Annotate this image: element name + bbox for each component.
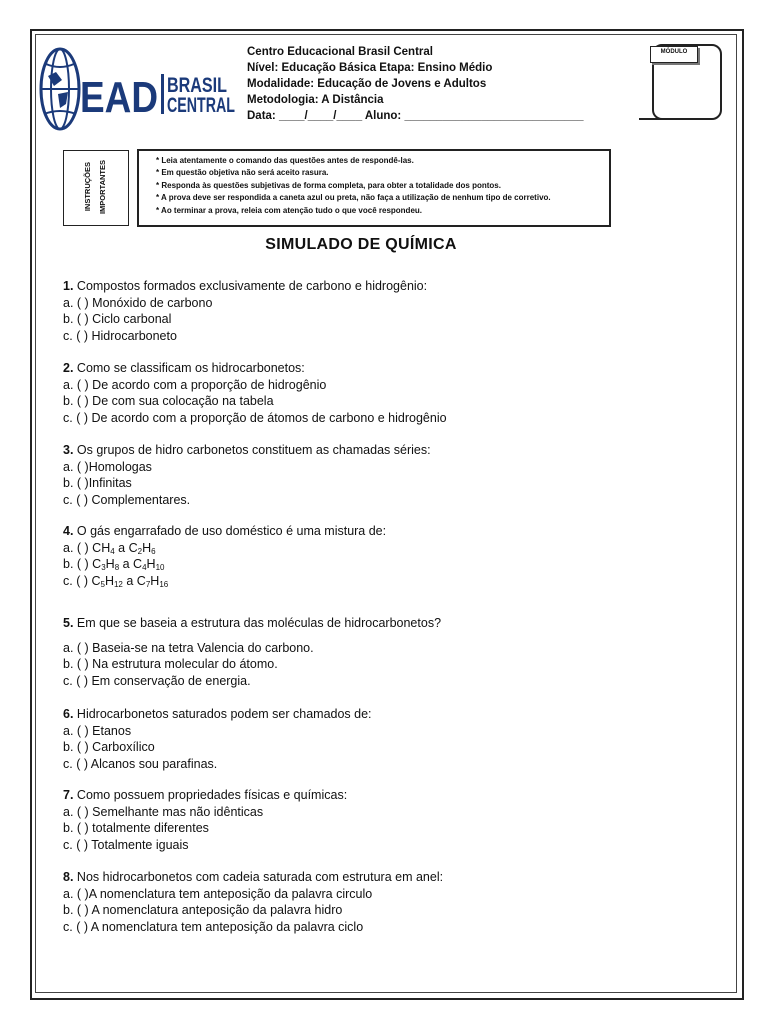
- modulo-underline: [639, 118, 709, 120]
- question-1: [63, 278, 427, 344]
- question-2: [63, 360, 447, 426]
- option-a[interactable]: a. ( ) De acordo com a proporção de hidrogênio: [63, 377, 327, 392]
- option-c[interactable]: c. ( ) Em conservação de energia.: [63, 673, 251, 688]
- question-number: 6.: [63, 707, 74, 721]
- option-c[interactable]: c. ( ) $C_5H_{12}$ a $C_7H_{16}$: [63, 573, 169, 589]
- header-info: [247, 44, 584, 124]
- option-c[interactable]: c. ( ) De acordo com a proporção de átomos de carbono e hidrogênio: [63, 410, 447, 425]
- instructions-label-line2: IMPORTANTES: [98, 159, 107, 215]
- question-4: [63, 523, 386, 589]
- option-a[interactable]: a. ( ) Baseia-se na tetra Valencia do carbono.: [63, 640, 314, 655]
- logo-brasil-text: BRASIL: [167, 74, 228, 97]
- instructions-label: [63, 150, 127, 224]
- school-name: Centro Educacional Brasil Central: [247, 46, 433, 58]
- question-text: O gás engarrafado de uso doméstico é uma mistura de:: [73, 524, 387, 538]
- option-c[interactable]: c. ( ) Hidrocarboneto: [63, 328, 177, 343]
- option-a[interactable]: a. ( )A nomenclatura tem anteposição da palavra circulo: [63, 886, 373, 901]
- option-b[interactable]: b. ( ) Ciclo carbonal: [63, 312, 172, 326]
- question-number: 5.: [63, 616, 74, 630]
- option-b[interactable]: b. ( ) totalmente diferentes: [63, 821, 209, 835]
- option-b[interactable]: b. ( ) Carboxílico: [63, 740, 155, 754]
- question-number: 8.: [63, 870, 74, 884]
- logo-ead-text: EAD: [80, 73, 158, 122]
- rule-item: * Leia atentamente o comando das questões antes de respondê-las.: [156, 156, 414, 165]
- ead-logo: [38, 46, 238, 132]
- modulo-label: MÓDULO: [650, 46, 698, 63]
- modality-line: Modalidade: Educação de Jovens e Adultos: [247, 78, 487, 90]
- question-text: Nos hidrocarbonetos com cadeia saturada com estrutura em anel:: [73, 870, 444, 884]
- question-number: 1.: [63, 279, 74, 293]
- logo-central-text: CENTRAL: [167, 94, 236, 117]
- page-title: SIMULADO DE QUÍMICA: [265, 236, 457, 253]
- question-6: [63, 706, 372, 772]
- question-number: 2.: [63, 361, 74, 375]
- option-a[interactable]: a. ( ) Monóxido de carbono: [63, 295, 213, 310]
- instructions-label-line1: INSTRUÇÕES: [83, 162, 92, 212]
- rule-item: * A prova deve ser respondida a caneta azul ou preta, não faça a utilização de nenhum tipo de corretivo.: [156, 193, 551, 203]
- option-a[interactable]: a. ( ) Semelhante mas não idênticas: [63, 804, 264, 819]
- level-line: Nível: Educação Básica Etapa: Ensino Médio: [247, 62, 493, 74]
- question-5: [63, 615, 441, 689]
- question-text: Como se classificam os hidrocarbonetos:: [73, 361, 305, 375]
- option-a[interactable]: a. ( ) Etanos: [63, 723, 132, 738]
- question-7: [63, 787, 347, 853]
- rule-item: * Em questão objetiva não será aceito rasura.: [156, 168, 329, 178]
- methodology-line: Metodologia: A Distância: [247, 94, 384, 106]
- option-b[interactable]: b. ( ) Na estrutura molecular do átomo.: [63, 657, 278, 671]
- option-c[interactable]: c. ( ) Complementares.: [63, 492, 191, 507]
- question-3: [63, 442, 431, 508]
- option-a[interactable]: a. ( )Homologas: [63, 459, 152, 474]
- option-b[interactable]: b. ( ) $C_3H_8$ a $C_4H_{10}$: [63, 557, 165, 572]
- question-number: 7.: [63, 788, 74, 802]
- option-b[interactable]: b. ( ) A nomenclatura anteposição da palavra hidro: [63, 903, 343, 917]
- question-text: Compostos formados exclusivamente de carbono e hidrogênio:: [73, 279, 428, 293]
- rule-item: * Responda às questões subjetivas de forma completa, para obter a totalidade dos pontos.: [156, 180, 501, 190]
- option-a[interactable]: a. ( ) $CH_4$ a $C_2H_6$: [63, 540, 156, 556]
- option-c[interactable]: c. ( ) A nomenclatura tem anteposição da palavra ciclo: [63, 919, 364, 934]
- question-text: Os grupos de hidro carbonetos constituem as chamadas séries:: [73, 443, 431, 457]
- question-8: [63, 869, 443, 935]
- question-number: 4.: [63, 524, 74, 538]
- option-b[interactable]: b. ( )Infinitas: [63, 476, 132, 490]
- globe-icon: [41, 49, 79, 129]
- option-b[interactable]: b. ( ) De com sua colocação na tabela: [63, 394, 274, 408]
- rule-item: * Ao terminar a prova, releia com atenção tudo o que você respondeu.: [156, 205, 422, 215]
- option-c[interactable]: c. ( ) Alcanos sou parafinas.: [63, 756, 218, 771]
- question-text: Hidrocarbonetos saturados podem ser chamados de:: [73, 707, 372, 721]
- date-student-line[interactable]: Data: ____/____/____ Aluno: ____________________________: [247, 110, 584, 122]
- question-text: Em que se baseia a estrutura das moléculas de hidrocarbonetos?: [73, 616, 442, 630]
- option-c[interactable]: c. ( ) Totalmente iguais: [63, 837, 189, 852]
- question-text: Como possuem propriedades físicas e químicas:: [73, 788, 348, 802]
- question-number: 3.: [63, 443, 74, 457]
- rules-list: [156, 155, 551, 217]
